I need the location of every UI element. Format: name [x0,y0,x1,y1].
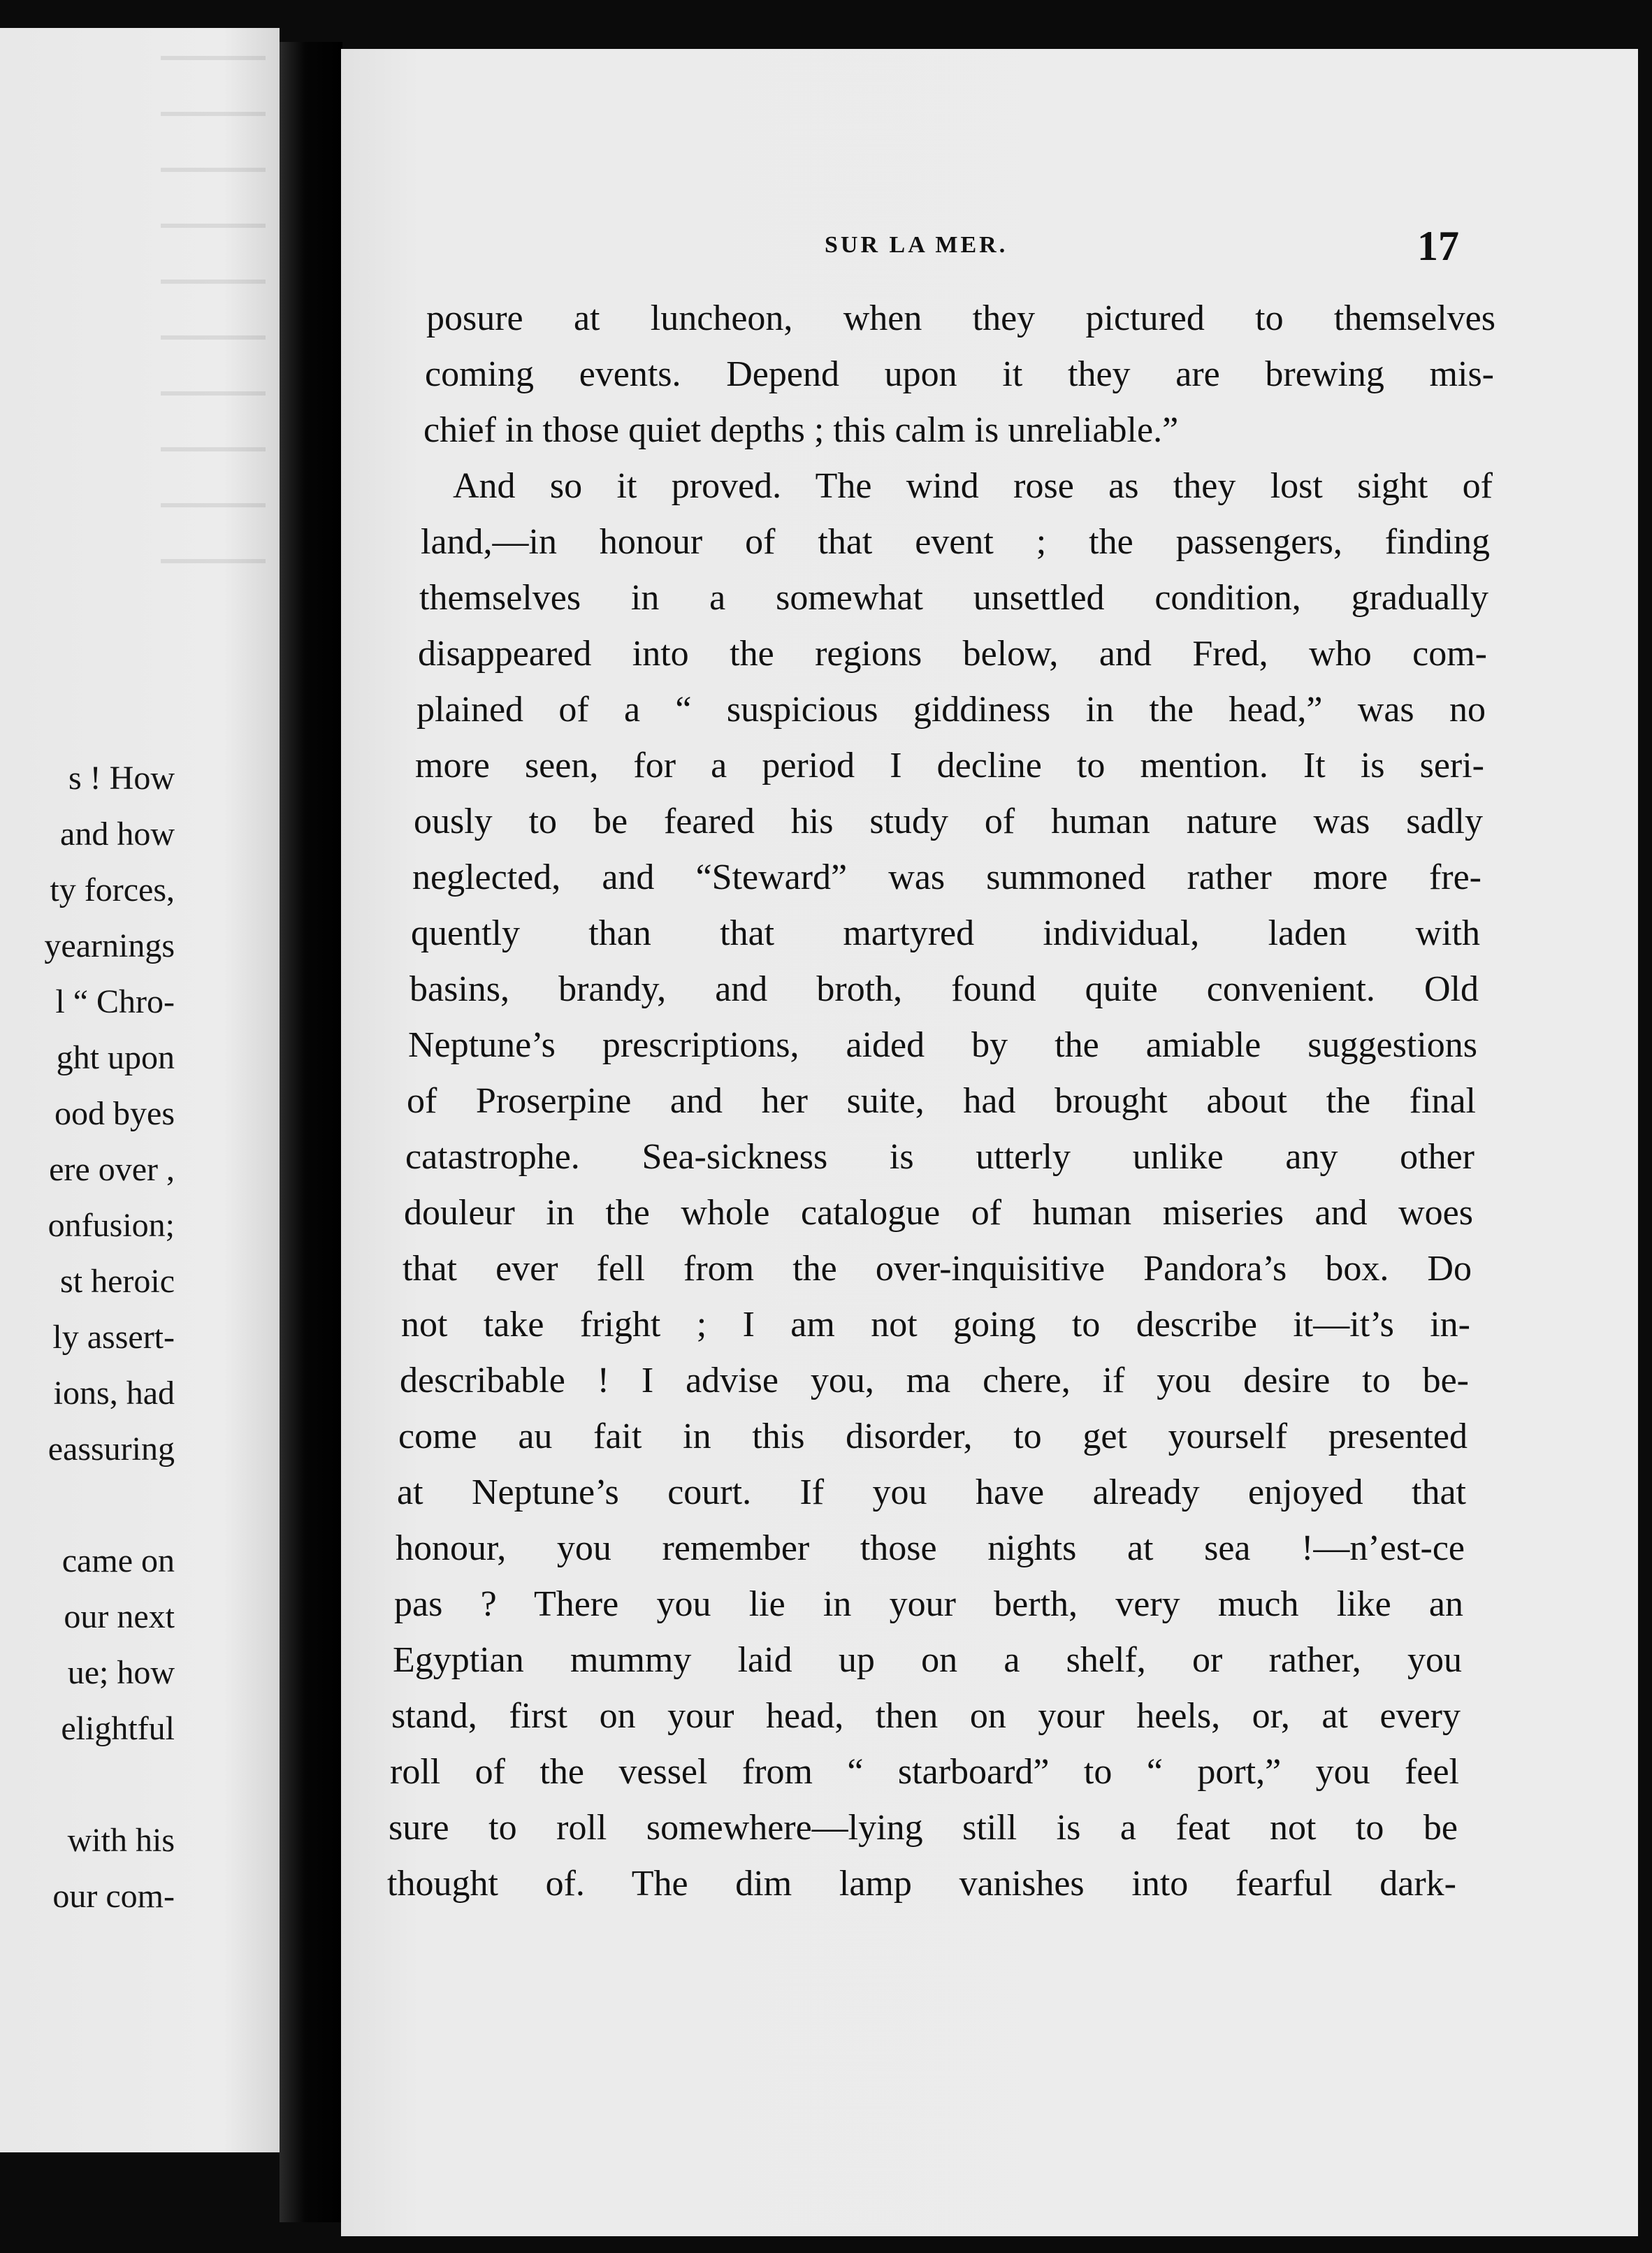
left-page-line: ere over , [49,1151,175,1188]
left-page-line: with his [67,1822,175,1859]
left-page-line: st heroic [60,1263,175,1300]
left-page-line: onfusion; [48,1207,175,1244]
text-line: ously to be feared his study of human nature was sadly [414,802,1483,841]
text-line: plained of a “ suspicious giddiness in the head,” was no [416,690,1486,730]
left-page-line: s ! How [68,760,175,797]
text-line: of Proserpine and her suite, had brought about the final [407,1081,1476,1121]
text-line: pas ? There you lie in your berth, very much like an [394,1584,1463,1624]
left-page [0,28,280,2152]
left-page-line: our com- [52,1878,175,1915]
text-line: disappeared into the regions below, and Fred, who com- [418,634,1487,674]
left-page-line: ood byes [55,1095,175,1132]
left-page-line: ions, had [53,1375,175,1412]
text-line: quently than that martyred individual, laden with [411,913,1480,953]
left-page-bleed-through [161,56,266,601]
text-line: more seen, for a period I decline to mention. It is seri- [415,746,1484,785]
left-page-line: l “ Chro- [55,983,175,1020]
left-page-line: ght upon [56,1039,175,1076]
page-number: 17 [1417,223,1459,269]
text-line: come au fait in this disorder, to get yourself presented [398,1417,1468,1456]
text-line: Neptune’s prescriptions, aided by the amiable suggestions [408,1025,1477,1065]
text-line: basins, brandy, and broth, found quite convenient. Old [410,969,1479,1009]
left-page-line: and how [60,816,175,853]
text-line: roll of the vessel from “ starboard” to “ port,” you feel [390,1752,1459,1792]
text-line: chief in those quiet depths ; this calm is unreliable.” [423,410,1179,450]
left-page-line: yearnings [44,927,175,964]
running-head: SUR LA MER. [825,232,1008,258]
text-line: Egyptian mummy laid up on a shelf, or rather, you [393,1640,1462,1680]
text-line: coming events. Depend upon it they are brewing mis- [425,354,1494,394]
text-line: themselves in a somewhat unsettled condition, gradually [419,578,1488,618]
text-line: posure at luncheon, when they pictured to themselves [426,298,1495,338]
book-binding-shadow [280,42,342,2222]
text-line: neglected, and “Steward” was summoned rather more fre- [412,857,1481,897]
right-page [341,49,1638,2236]
text-line: land,—in honour of that event ; the passengers, finding [421,522,1490,562]
text-line: And so it proved. The wind rose as they lost sight of [453,466,1493,506]
text-line: honour, you remember those nights at sea !—n’est-ce [396,1528,1465,1568]
text-line: douleur in the whole catalogue of human miseries and woes [404,1193,1473,1233]
text-line: catastrophe. Sea-sickness is utterly unlike any other [405,1137,1475,1177]
left-page-line: eassuring [48,1430,175,1468]
left-page-line: our next [64,1598,175,1635]
text-line: not take fright ; I am not going to describe it—it’s in- [401,1305,1470,1345]
left-page-line: ty forces, [50,871,175,908]
left-page-line: ue; how [67,1654,175,1691]
left-page-line: ly assert- [52,1319,175,1356]
left-page-line: came on [61,1542,175,1579]
text-line: that ever fell from the over-inquisitive Pandora’s box. Do [403,1249,1472,1289]
text-line: thought of. The dim lamp vanishes into fearful dark- [387,1864,1456,1904]
text-line: describable ! I advise you, ma chere, if you desire to be- [400,1361,1469,1400]
text-line: at Neptune’s court. If you have already enjoyed that [397,1472,1466,1512]
left-page-line: elightful [61,1710,175,1747]
text-line: stand, first on your head, then on your heels, or, at every [391,1696,1461,1736]
text-line: sure to roll somewhere—lying still is a feat not to be [389,1808,1458,1848]
